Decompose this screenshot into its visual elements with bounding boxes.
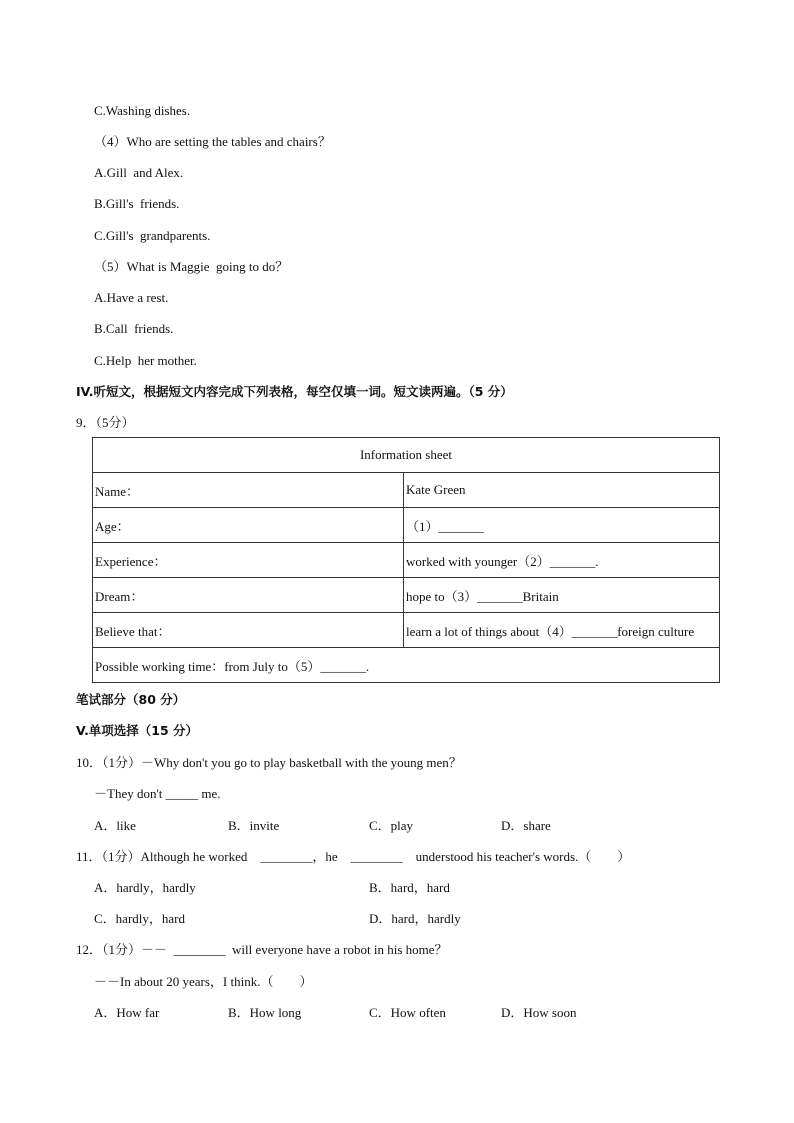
q10-stem: 10．（1分）－Why don't you go to play basketball with the young men？ [76, 755, 462, 770]
q12-stem-reply: －－In about 20 years，I think.（ ） [94, 974, 313, 989]
row-value-dream: hope to（3）_______Britain [404, 578, 720, 613]
q11-option-d: D．hard，hardly [369, 911, 461, 926]
row-label-name: Name： [93, 473, 404, 508]
q8-sub4-option-a: A.Gill and Alex. [94, 165, 184, 180]
row-value-age: （1）_______ [404, 508, 720, 543]
q8-option-c: C.Washing dishes. [94, 103, 191, 118]
row-label-age: Age： [93, 508, 404, 543]
table-footer-row [93, 648, 720, 683]
written-part-heading: 笔试部分（80 分） [76, 692, 186, 707]
q12-stem: 12．（1分）－－ ________ will everyone have a robot in his home？ [76, 942, 448, 957]
section-4-heading: IV.听短文，根据短文内容完成下列表格，每空仅填一词。短文读两遍。（5 分） [76, 384, 513, 399]
table-row [93, 543, 720, 578]
q8-sub4-option-b: B.Gill's friends. [94, 196, 180, 211]
table-title-row [93, 438, 720, 473]
q12-option-b: B．How long [228, 1005, 302, 1020]
table-row [93, 473, 720, 508]
row-label-dream: Dream： [93, 578, 404, 613]
row-value-experience: worked with younger（2）_______. [404, 543, 720, 578]
q8-sub4-stem: （4）Who are setting the tables and chairs？ [94, 134, 331, 149]
section-5-heading: V.单项选择（15 分） [76, 723, 199, 738]
q8-sub5-option-a: A.Have a rest. [94, 290, 169, 305]
q8-sub5-option-c: C.Help her mother. [94, 353, 197, 368]
q11-option-a: A．hardly，hardly [94, 880, 196, 895]
q10-option-a: A．like [94, 818, 136, 833]
q12-option-a: A．How far [94, 1005, 160, 1020]
q8-sub4-option-c: C.Gill's grandparents. [94, 228, 211, 243]
row-label-believe: Believe that： [93, 613, 404, 648]
q11-stem: 11．（1分）Although he worked ________，he ________ understood his teacher's words.（ ） [76, 849, 631, 864]
row-value-believe: learn a lot of things about（4）_______foreign culture [404, 613, 720, 648]
q9-label: 9．（5分） [76, 415, 135, 430]
q10-stem-reply: －They don't _____ me. [94, 786, 221, 801]
q10-option-d: D．share [501, 818, 551, 833]
q12-option-c: C．How often [369, 1005, 446, 1020]
q11-option-c: C．hardly，hard [94, 911, 185, 926]
table-row [93, 578, 720, 613]
q12-option-d: D．How soon [501, 1005, 577, 1020]
information-sheet-table [92, 437, 720, 683]
table-title: Information sheet [93, 438, 720, 473]
q8-sub5-stem: （5）What is Maggie going to do？ [94, 259, 289, 274]
table-footer: Possible working time：from July to（5）_______. [93, 648, 720, 683]
q8-sub5-option-b: B.Call friends. [94, 321, 174, 336]
q10-option-b: B．invite [228, 818, 280, 833]
row-label-experience: Experience： [93, 543, 404, 578]
q11-option-b: B．hard，hard [369, 880, 450, 895]
table-row [93, 613, 720, 648]
table-row [93, 508, 720, 543]
row-value-name: Kate Green [404, 473, 720, 508]
q10-option-c: C．play [369, 818, 414, 833]
